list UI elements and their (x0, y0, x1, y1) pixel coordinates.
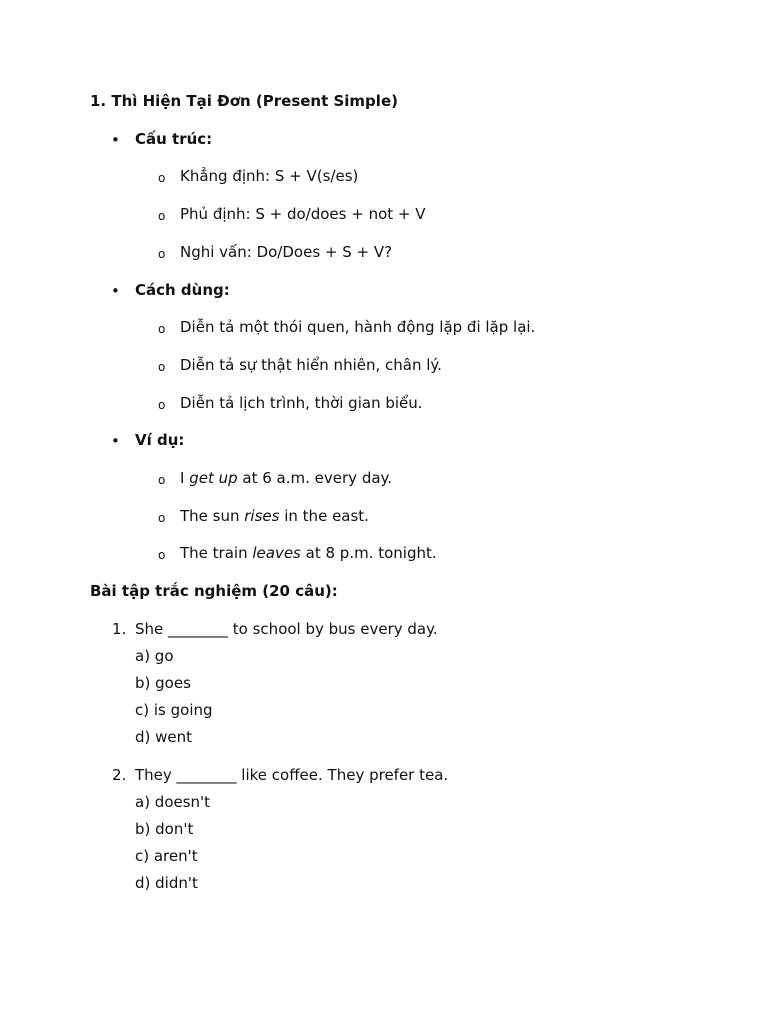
example-item: The sun rises in the east. (180, 507, 369, 525)
answer-option: b) goes (135, 674, 191, 692)
section-heading: 1. Thì Hiện Tại Đơn (Present Simple) (90, 92, 398, 110)
answer-option: a) doesn't (135, 793, 211, 811)
question-text: They ________ like coffee. They prefer tea. (135, 766, 449, 784)
bullet-icon: • (111, 432, 120, 450)
answer-option: d) went (135, 728, 193, 746)
structure-item: Nghi vấn: Do/Does + S + V? (180, 243, 393, 261)
sub-bullet-icon: o (158, 209, 166, 223)
bullet-icon: • (111, 282, 120, 300)
example-title: Ví dụ: (135, 431, 185, 449)
answer-option: b) don't (135, 820, 194, 838)
usage-item: Diễn tả một thói quen, hành động lặp đi lặp lại. (180, 318, 536, 336)
usage-item: Diễn tả sự thật hiển nhiên, chân lý. (180, 356, 442, 374)
sub-bullet-icon: o (158, 473, 166, 487)
question-number: 2. (112, 766, 127, 784)
answer-option: c) aren't (135, 847, 198, 865)
exercise-title: Bài tập trắc nghiệm (20 câu): (90, 582, 338, 600)
answer-option: d) didn't (135, 874, 198, 892)
answer-option: c) is going (135, 701, 213, 719)
usage-item: Diễn tả lịch trình, thời gian biểu. (180, 394, 423, 412)
bullet-icon: • (111, 131, 120, 149)
sub-bullet-icon: o (158, 398, 166, 412)
answer-option: a) go (135, 647, 174, 665)
structure-title: Cấu trúc: (135, 130, 213, 148)
sub-bullet-icon: o (158, 322, 166, 336)
sub-bullet-icon: o (158, 171, 166, 185)
sub-bullet-icon: o (158, 247, 166, 261)
structure-item: Khẳng định: S + V(s/es) (180, 167, 359, 185)
sub-bullet-icon: o (158, 511, 166, 525)
usage-title: Cách dùng: (135, 281, 230, 299)
sub-bullet-icon: o (158, 360, 166, 374)
example-item: I get up at 6 a.m. every day. (180, 469, 393, 487)
sub-bullet-icon: o (158, 548, 166, 562)
example-item: The train leaves at 8 p.m. tonight. (180, 544, 437, 562)
structure-item: Phủ định: S + do/does + not + V (180, 205, 426, 223)
question-number: 1. (112, 620, 127, 638)
question-text: She ________ to school by bus every day. (135, 620, 438, 638)
